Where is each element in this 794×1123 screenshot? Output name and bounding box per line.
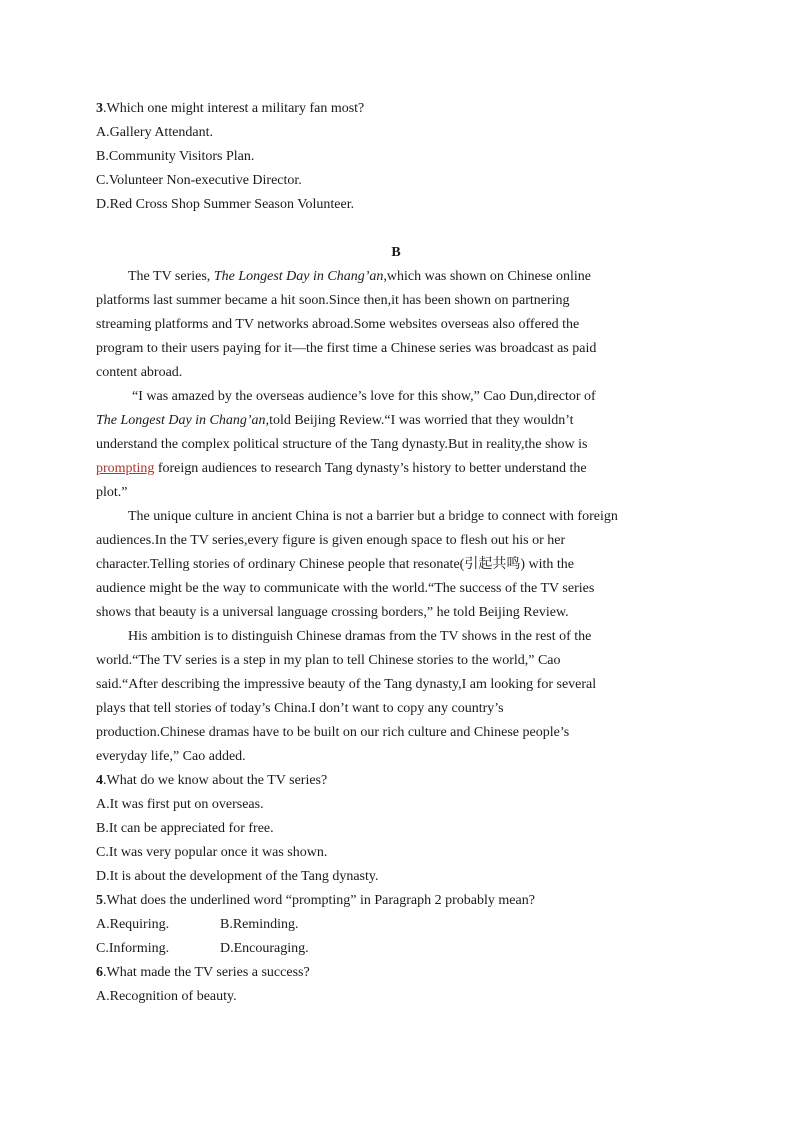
question-5-stem: [96, 889, 696, 913]
text-span: foreign audiences to research Tang dynasty’s history to better understand the: [154, 461, 587, 476]
option-d: D.It is about the development of the Tang dynasty.: [96, 869, 379, 884]
option-a: A.It was first put on overseas.: [96, 797, 264, 812]
passage-line: program to their users paying for it—the first time a Chinese series was broadcast as paid: [96, 341, 597, 356]
question-text: .What do we know about the TV series?: [103, 773, 328, 788]
passage-line: audiences.In the TV series,every figure is given enough space to flesh out his or her: [96, 533, 566, 548]
option-c: C.Informing.: [96, 941, 170, 956]
passage-line: production.Chinese dramas have to be built on our rich culture and Chinese people’s: [96, 725, 570, 740]
question-number: 6: [96, 965, 103, 980]
question-number: 3: [96, 101, 103, 116]
passage-line: The unique culture in ancient China is not a barrier but a bridge to connect with foreign: [128, 509, 618, 524]
option-d: D.Red Cross Shop Summer Season Volunteer.: [96, 197, 355, 212]
text-span: ,which was shown on Chinese online: [383, 269, 592, 284]
question-3-stem: [96, 97, 696, 121]
passage-line: audience might be the way to communicate with the world.“The success of the TV series: [96, 581, 595, 596]
option-a: A.Recognition of beauty.: [96, 989, 237, 1004]
text-span: The TV series,: [128, 269, 214, 284]
passage-line: [96, 457, 696, 481]
passage-line: [96, 409, 696, 433]
options-row: [96, 937, 696, 961]
question-number: 4: [96, 773, 103, 788]
option-b: B.It can be appreciated for free.: [96, 821, 274, 836]
passage-line: streaming platforms and TV networks abroad.Some websites overseas also offered the: [96, 317, 580, 332]
option-c: C.Volunteer Non-executive Director.: [96, 173, 302, 188]
passage-line: [96, 265, 696, 289]
section-heading: B: [391, 245, 401, 260]
passage-line: said.“After describing the impressive beauty of the Tang dynasty,I am looking for several: [96, 677, 597, 692]
passage-line: plays that tell stories of today’s China.I don’t want to copy any country’s: [96, 701, 504, 716]
passage-line: content abroad.: [96, 365, 183, 380]
option-b: B.Community Visitors Plan.: [96, 149, 255, 164]
passage-line: His ambition is to distinguish Chinese dramas from the TV shows in the rest of the: [128, 629, 592, 644]
option-a: A.Requiring.: [96, 917, 170, 932]
underlined-word: prompting: [96, 461, 155, 476]
passage-line: everyday life,” Cao added.: [96, 749, 246, 764]
question-6-stem: [96, 961, 696, 985]
passage-line: character.Telling stories of ordinary Chinese people that resonate(引起共鸣) with the: [96, 557, 574, 572]
passage-line: “I was amazed by the overseas audience’s love for this show,” Cao Dun,director of: [132, 389, 596, 404]
question-text: .Which one might interest a military fan most?: [103, 101, 365, 116]
option-c: C.It was very popular once it was shown.: [96, 845, 328, 860]
question-text: .What does the underlined word “prompting” in Paragraph 2 probably mean?: [103, 893, 535, 908]
series-title: The Longest Day in Chang’an: [213, 269, 384, 284]
option-b: B.Reminding.: [220, 917, 299, 932]
option-d: D.Encouraging.: [220, 941, 309, 956]
option-a: A.Gallery Attendant.: [96, 125, 214, 140]
passage-line: platforms last summer became a hit soon.Since then,it has been shown on partnering: [96, 293, 570, 308]
question-text: .What made the TV series a success?: [103, 965, 310, 980]
passage-line: understand the complex political structure of the Tang dynasty.But in reality,the show is: [96, 437, 588, 452]
question-number: 5: [96, 893, 103, 908]
text-span: ,told Beijing Review.“I was worried that they wouldn’t: [265, 413, 574, 428]
passage-line: plot.”: [96, 485, 128, 500]
document-page: [96, 97, 696, 1009]
question-4-stem: [96, 769, 696, 793]
passage-line: world.“The TV series is a step in my plan to tell Chinese stories to the world,” Cao: [96, 653, 561, 668]
options-row: [96, 913, 696, 937]
passage-line: shows that beauty is a universal language crossing borders,” he told Beijing Review.: [96, 605, 569, 620]
series-title: The Longest Day in Chang’an: [96, 413, 266, 428]
